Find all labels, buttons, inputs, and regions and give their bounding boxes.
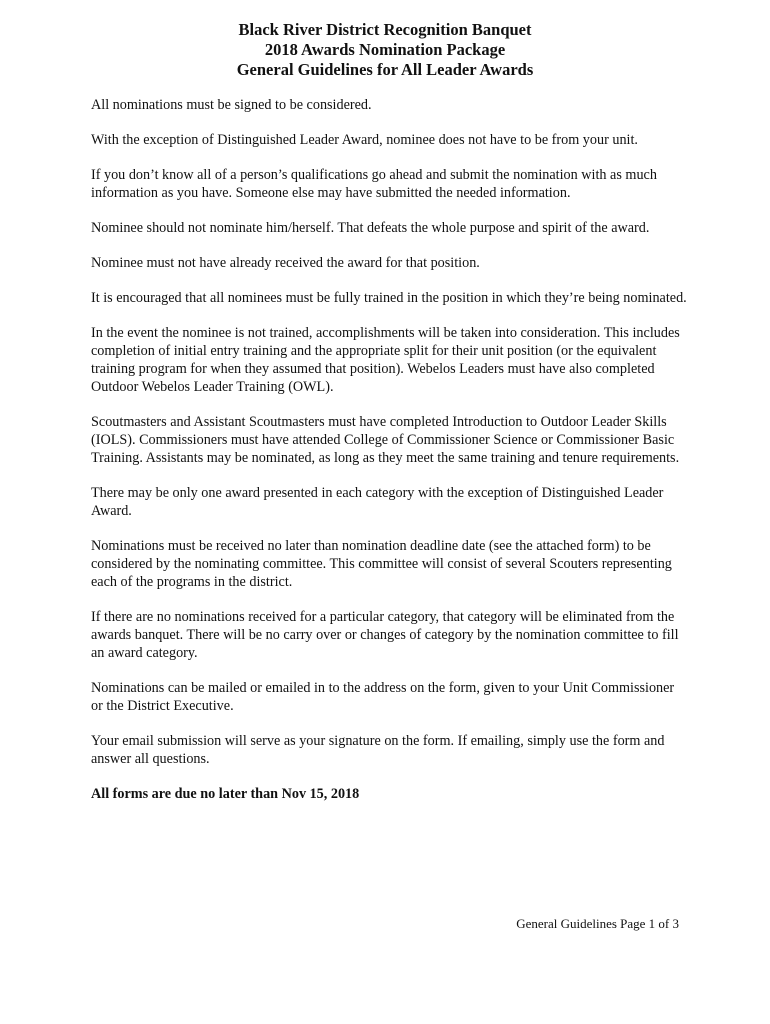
guideline-paragraph: With the exception of Distinguished Leader Award, nominee does not have to be from your unit. bbox=[91, 132, 638, 148]
guidelines-body bbox=[91, 96, 687, 820]
deadline-notice: All forms are due no later than Nov 15, 2018 bbox=[91, 786, 360, 802]
guideline-paragraph: In the event the nominee is not trained, accomplishments will be taken into consideration. This includes completion of initial entry training and the appropriate split for their unit position (or the equivalent training program for when they assumed that position). Webelos Leaders must have also completed Outdoor Webelos Leader Training (OWL). bbox=[91, 325, 680, 395]
page-footer: General Guidelines Page 1 of 3 bbox=[516, 916, 679, 931]
guideline-paragraph: Nominations can be mailed or emailed in to the address on the form, given to your Unit Commissioner or the District Executive. bbox=[91, 680, 675, 714]
guideline-paragraph: Nominee must not have already received the award for that position. bbox=[91, 255, 480, 271]
guideline-paragraph: It is encouraged that all nominees must be fully trained in the position in which they’re being nominated. bbox=[91, 290, 687, 306]
guideline-paragraph: All nominations must be signed to be considered. bbox=[91, 97, 372, 113]
guideline-paragraph: Scoutmasters and Assistant Scoutmasters must have completed Introduction to Outdoor Leader Skills (IOLS). Commissioners must have attended College of Commissioner Science or Commissioner Basic Training. Assistants may be nominated, as long as they meet the same training and tenure requirements. bbox=[91, 414, 680, 466]
guideline-paragraph: Your email submission will serve as your signature on the form. If emailing, simply use the form and answer all questions. bbox=[91, 733, 665, 767]
guideline-paragraph: Nominations must be received no later than nomination deadline date (see the attached form) to be considered by the nominating committee. This committee will consist of several Scouters representing each of the programs in the district. bbox=[91, 538, 672, 590]
guideline-paragraph: If there are no nominations received for a particular category, that category will be eliminated from the awards banquet. There will be no carry over or changes of category by the nomination committee to fill an award category. bbox=[91, 609, 679, 661]
guidelines-title: General Guidelines for All Leader Awards bbox=[236, 60, 534, 79]
banquet-title: Black River District Recognition Banquet bbox=[238, 20, 532, 39]
guideline-paragraph: If you don’t know all of a person’s qualifications go ahead and submit the nomination with as much information as you have. Someone else may have submitted the needed information. bbox=[91, 167, 657, 201]
guideline-paragraph: There may be only one award presented in each category with the exception of Distinguished Leader Award. bbox=[91, 485, 664, 519]
guideline-paragraph: Nominee should not nominate him/herself. That defeats the whole purpose and spirit of the award. bbox=[91, 220, 650, 236]
document-header bbox=[0, 20, 770, 80]
package-title: 2018 Awards Nomination Package bbox=[264, 40, 506, 59]
